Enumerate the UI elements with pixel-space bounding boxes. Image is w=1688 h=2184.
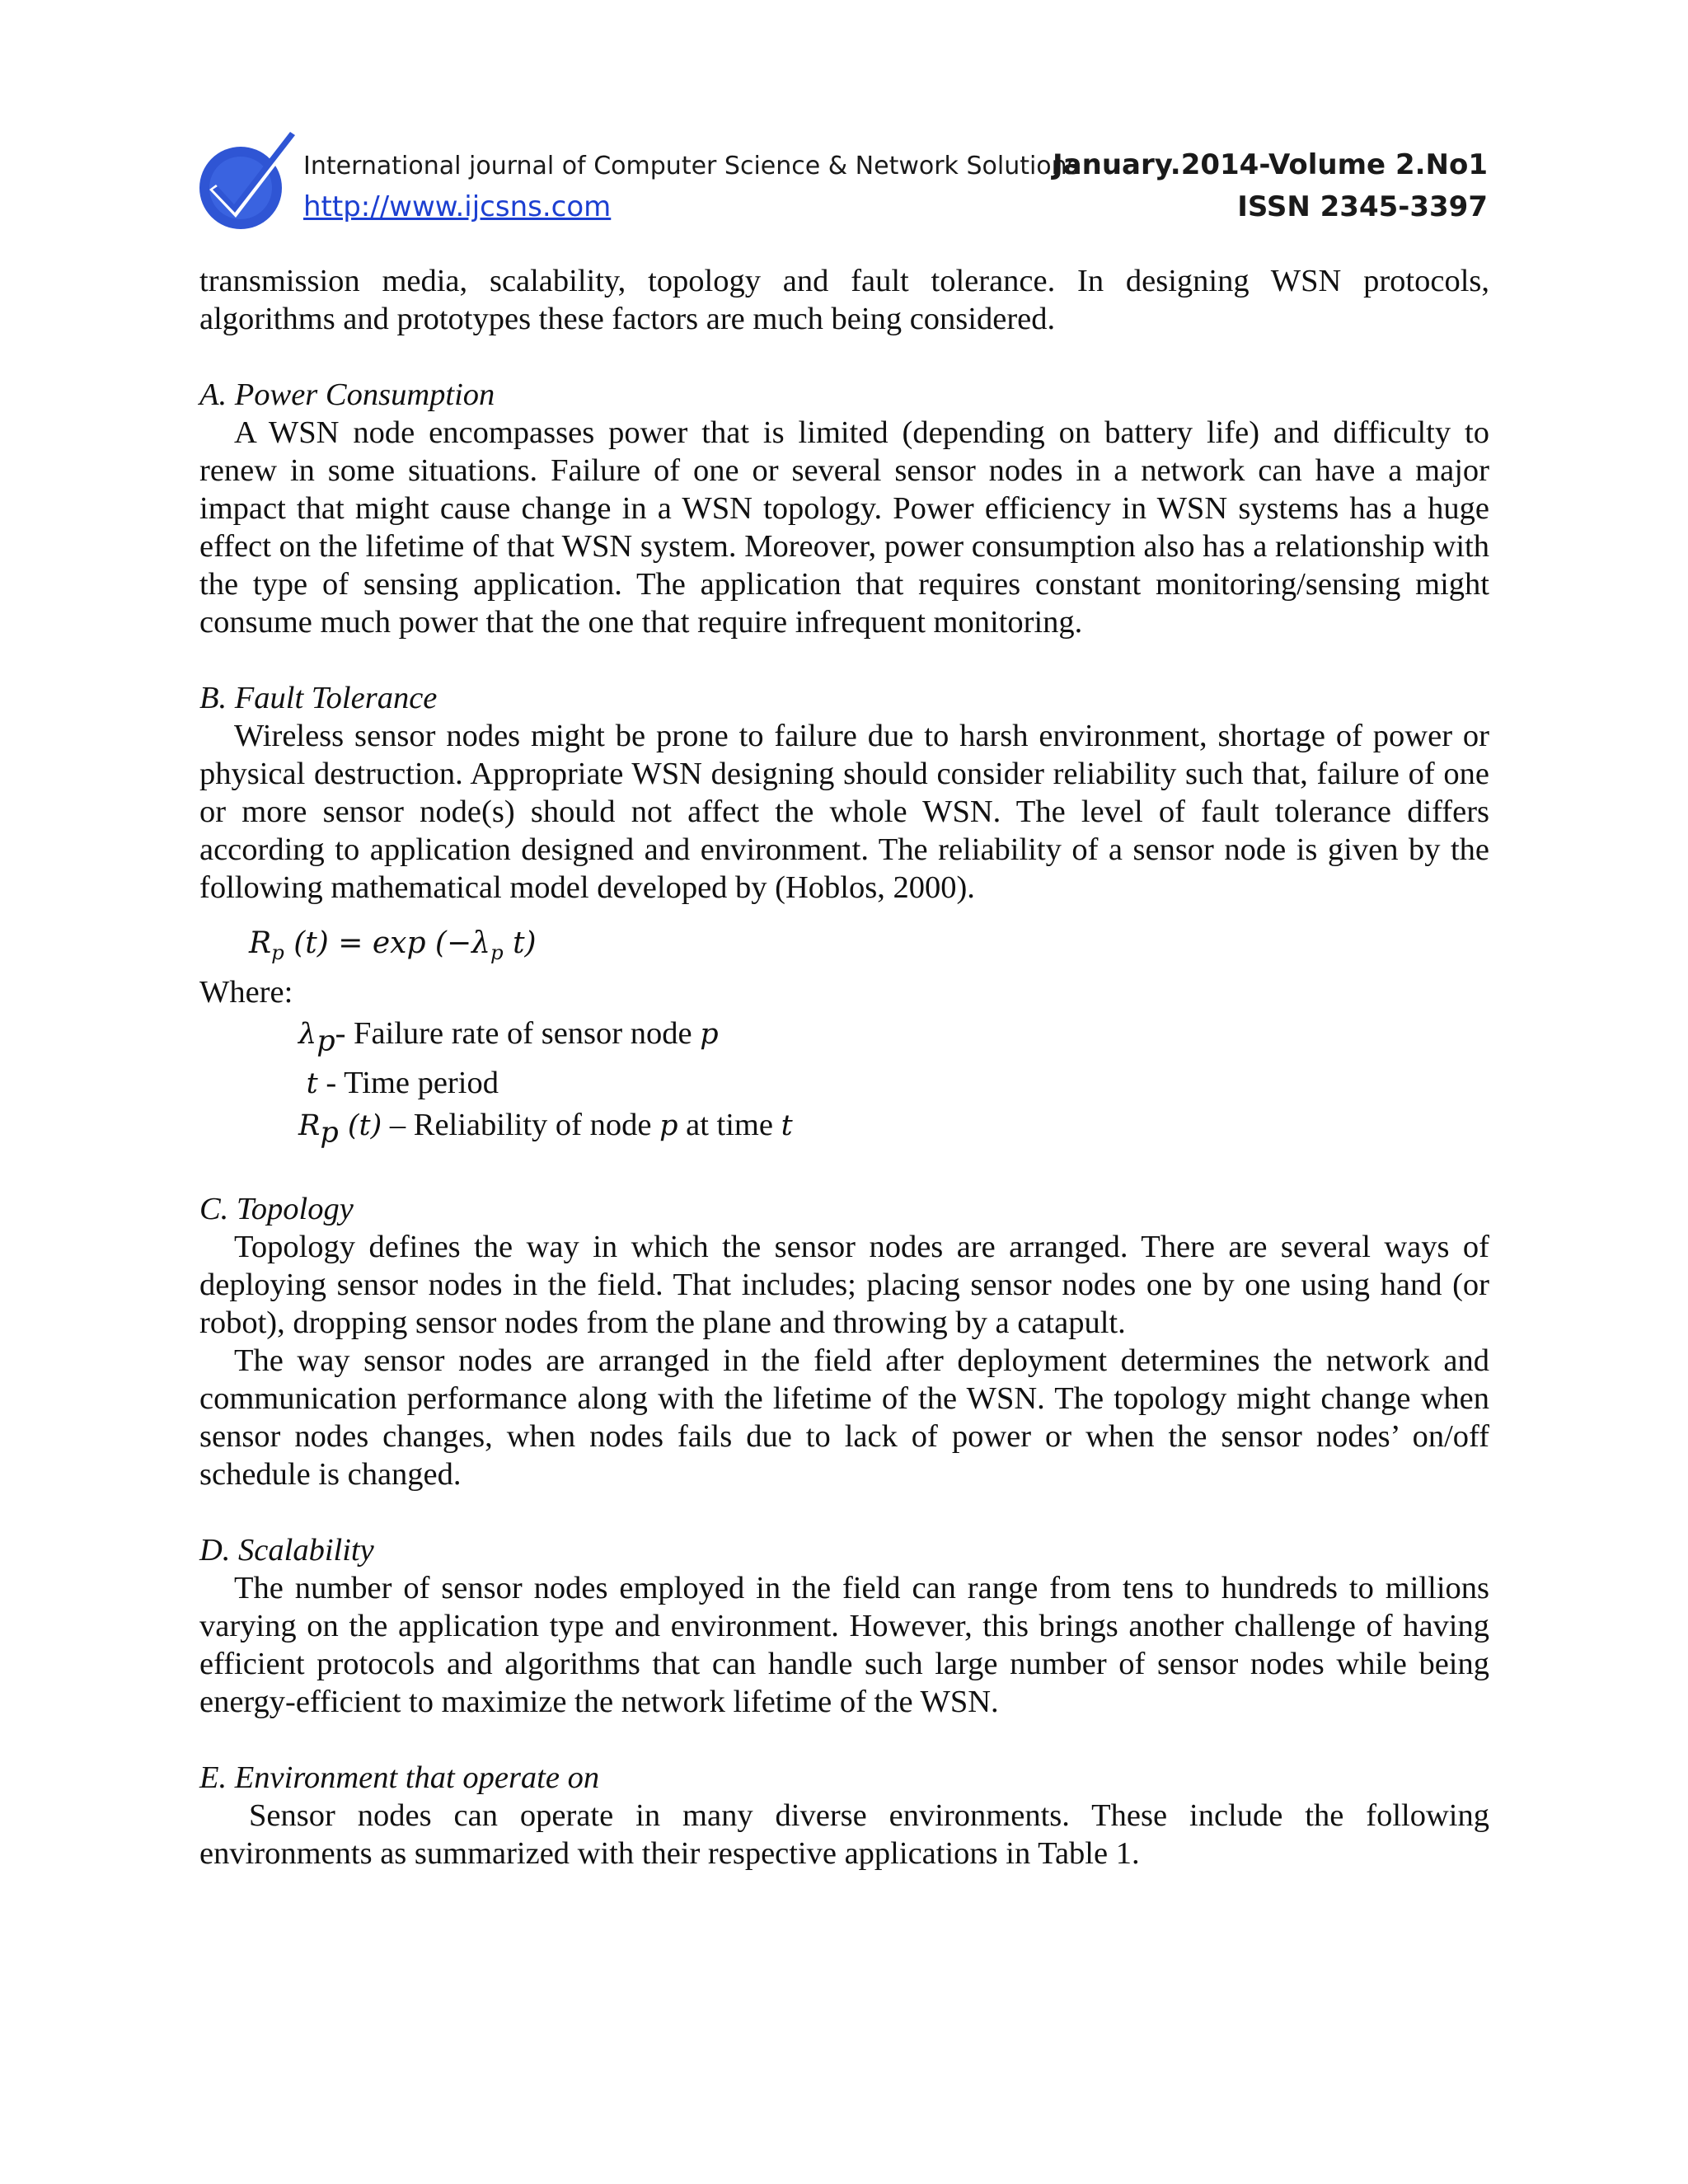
r-var-t: t (781, 1108, 793, 1142)
equation-rhs-tail: t) (503, 926, 537, 960)
journal-url-link[interactable]: http://www.ijcsns.com (303, 190, 612, 223)
article-body (199, 262, 1489, 1872)
equation-rhs-sub: p (490, 940, 504, 965)
r-arg: (t) (338, 1108, 382, 1142)
lambda-sub: p (316, 1024, 335, 1058)
issue-info: January.2014-Volume 2.No1 (1053, 148, 1488, 181)
r-sub: p (320, 1116, 339, 1150)
equation-lhs-arg: (t) = exp (−λ (284, 926, 490, 960)
reliability-equation (199, 925, 1489, 972)
r-text: – Reliability of node (382, 1107, 660, 1142)
r-text2: at time (678, 1107, 781, 1142)
scalability-paragraph: The number of sensor nodes employed in the field can range from tens to hundreds to millions varying on the application type and environment. However, this brings another challenge of having efficient protocols and algorithms that can handle such large number of sensor nodes while being energy-efficient to maximize the network lifetime of the WSN. (199, 1570, 1489, 1719)
intro-paragraph: transmission media, scalability, topology and fault tolerance. In designing WSN protocols, algorithms and prototypes these factors are much being considered. (199, 264, 1489, 336)
where-label: Where: (199, 975, 293, 1010)
section-heading-environment: E. Environment that operate on (199, 1760, 600, 1795)
topology-paragraph-1: Topology defines the way in which the sensor nodes are arranged. There are several ways of deploying sensor nodes in the field. That includes; placing sensor nodes one by one using hand (or robot), dropping sensor nodes from the plane and throwing by a catapult. (199, 1229, 1489, 1340)
power-consumption-paragraph: A WSN node encompasses power that is limited (depending on battery life) and difficulty to renew in some situations. Failure of one or several sensor nodes in a network can have a major impact that might cause change in a WSN topology. Power efficiency in WSN systems has a huge effect on the lifetime of that WSN system. Moreover, power consumption also has a relationship with the type of sensing application. The application that requires constant monitoring/sensing might consume much power that the one that require infrequent monitoring. (199, 415, 1489, 640)
r-symbol: R (298, 1108, 321, 1142)
checkmark-logo-icon (198, 124, 309, 235)
lambda-text: - Failure rate of sensor node (335, 1016, 701, 1052)
journal-header (198, 115, 1488, 231)
fault-tolerance-paragraph: Wireless sensor nodes might be prone to failure due to harsh environment, shortage of power or physical destruction. Appropriate WSN designing should consider reliability such that, failure of one or more sensor node(s) should not affect the whole WSN. The level of fault tolerance differs according to application designed and environment. The reliability of a sensor node is given by the following mathematical model developed by (Hoblos, 2000). (199, 719, 1489, 905)
equation-lhs-sub: p (271, 940, 284, 965)
section-heading-power-consumption: A. Power Consumption (199, 377, 495, 412)
t-text: - Time period (317, 1065, 499, 1100)
section-heading-scalability: D. Scalability (199, 1532, 374, 1568)
issn-info: ISSN 2345-3397 (1237, 190, 1488, 223)
lambda-symbol: λ (298, 1018, 317, 1052)
t-symbol: t (306, 1066, 318, 1100)
journal-name: International journal of Computer Science & Network Solutions (303, 152, 1081, 180)
topology-paragraph-2: The way sensor nodes are arranged in the field after deployment determines the network and communication performance along with the lifetime of the WSN. The topology might change when sensor nodes changes, when nodes fails due to lack of power or when the sensor nodes’ on/off schedule is changed. (199, 1343, 1489, 1492)
definition-t (199, 1064, 1489, 1103)
equation-lhs-symbol: R (249, 926, 272, 960)
definition-r (199, 1106, 1489, 1152)
section-heading-topology: C. Topology (199, 1191, 354, 1226)
definition-lambda (199, 1015, 1489, 1061)
environment-paragraph: Sensor nodes can operate in many diverse environments. These include the following environments as summarized with their respective applications in Table 1. (199, 1797, 1489, 1871)
r-var-p: p (659, 1108, 678, 1142)
lambda-var: p (700, 1018, 719, 1052)
section-heading-fault-tolerance: B. Fault Tolerance (199, 681, 438, 715)
